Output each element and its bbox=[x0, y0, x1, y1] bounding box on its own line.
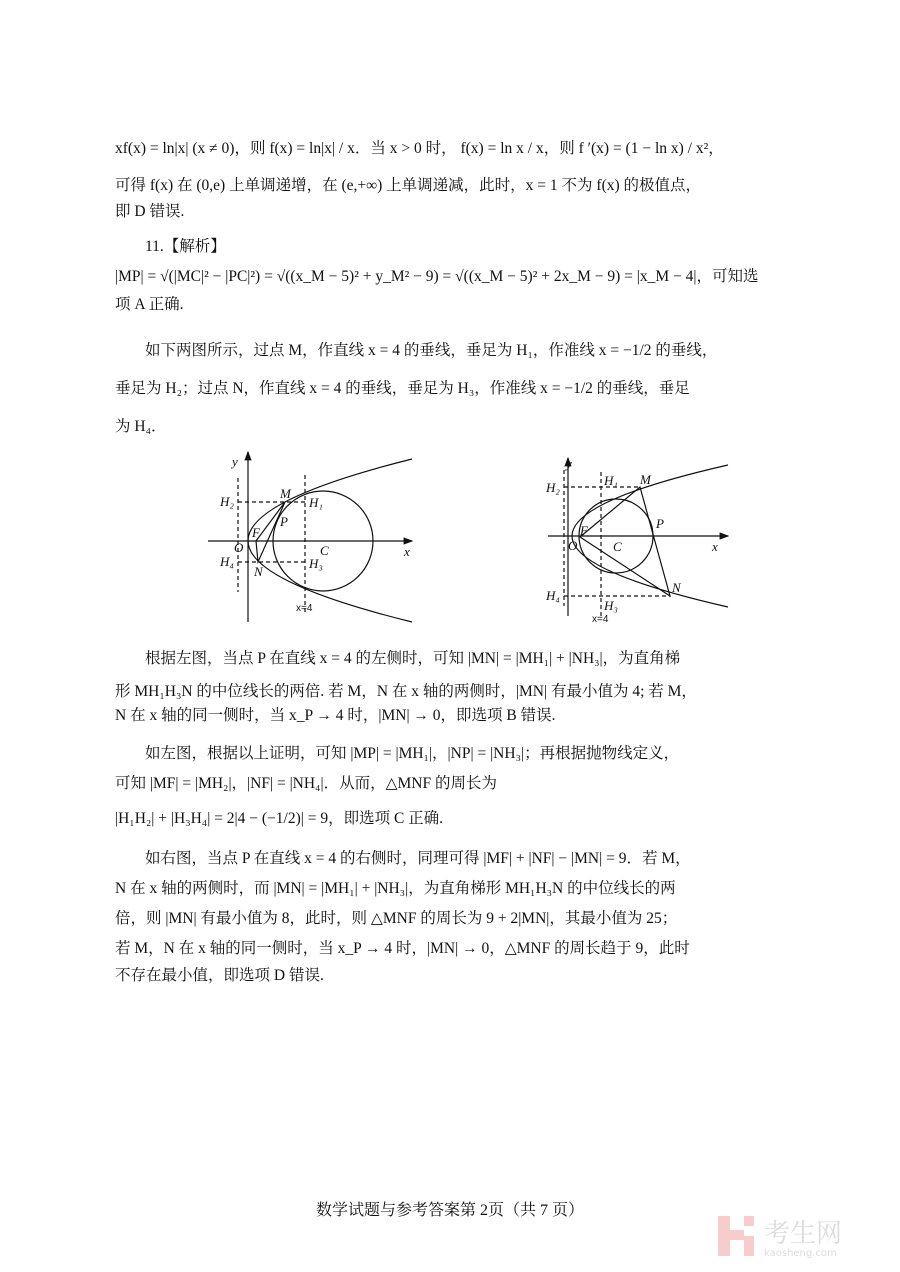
label-F: F bbox=[252, 525, 260, 540]
text-line: 若 M，N 在 x 轴的同一侧时，当 x_P → 4 时，|MN| → 0，△MNF 的周长趋于 9，此时 bbox=[115, 940, 690, 957]
text-line: 如下两图所示，过点 M，作直线 x = 4 的垂线，垂足为 H₁，作准线 x = −1/2 的垂线， bbox=[145, 342, 718, 359]
svg-text:考生网: 考生网 bbox=[764, 1219, 843, 1249]
text-line: 项 A 正确. bbox=[115, 296, 184, 313]
label-y: y bbox=[232, 454, 238, 469]
label-H3: H₃ bbox=[604, 598, 618, 613]
label-H1: H₁ bbox=[309, 495, 323, 510]
label-H2: H₂ bbox=[220, 494, 234, 509]
text-line: 垂足为 H₂；过点 N，作直线 x = 4 的垂线，垂足为 H₃，作准线 x = −1/2 的垂线，垂足 bbox=[115, 380, 690, 397]
text-line: xf(x) = ln|x| (x ≠ 0)，则 f(x) = ln|x| / x．当 x > 0 时， f(x) = ln x / x，则 f ′(x) = (1 − ln x) / x²， bbox=[115, 140, 724, 157]
label-x: x bbox=[404, 544, 410, 559]
text-line: 可知 |MF| = |MH₂|，|NF| = |NH₄|．从而，△MNF 的周长为 bbox=[115, 775, 497, 792]
text-line: 为 H₄． bbox=[115, 418, 167, 435]
right-figure bbox=[548, 458, 728, 616]
label-N: N bbox=[254, 564, 263, 579]
text-line: 可得 f(x) 在 (0,e) 上单调递增，在 (e,+∞) 上单调递减，此时，x = 1 不为 f(x) 的极值点， bbox=[115, 177, 702, 194]
text-line: 如右图，当点 P 在直线 x = 4 的右侧时，同理可得 |MF| + |NF| − |MN| = 9．若 M， bbox=[145, 850, 691, 867]
label-x4: x=4 bbox=[592, 614, 609, 625]
label-H3: H₃ bbox=[309, 556, 323, 571]
text-line: 倍，则 |MN| 有最小值为 8，此时，则 △MNF 的周长为 9 + 2|MN|，其最小值为 25； bbox=[115, 910, 678, 927]
page-footer: 数学试题与参考答案第 2页（共 7 页） bbox=[315, 1202, 584, 1219]
svg-text:kaosheng.com: kaosheng.com bbox=[764, 1248, 837, 1259]
label-N: N bbox=[672, 580, 681, 595]
text-line: |MP| = √(|MC|² − |PC|²) = √((x_M − 5)² + y_M² − 9) = √((x_M − 5)² + 2x_M − 9) = |x_M − 4|，可知选 bbox=[115, 268, 759, 285]
kaosheng-watermark-logo bbox=[716, 1212, 886, 1260]
text-line: 形 MH₁H₃N 的中位线长的两倍. 若 M，N 在 x 轴的两侧时，|MN| 有最小值为 4; 若 M， bbox=[115, 683, 697, 700]
label-M: M bbox=[280, 486, 291, 501]
text-line: N 在 x 轴的两侧时，而 |MN| = |MH₁| + |NH₃|，为直角梯形 MH₁H₃N 的中位线长的两 bbox=[115, 880, 676, 897]
text-line: 根据左图，当点 P 在直线 x = 4 的左侧时，可知 |MN| = |MH₁| + |NH₃|，为直角梯 bbox=[145, 650, 681, 667]
label-H1: H₁ bbox=[604, 473, 618, 488]
section-heading: 11.【解析】 bbox=[145, 238, 226, 255]
label-x: x bbox=[712, 539, 718, 554]
label-M: M bbox=[640, 472, 651, 487]
label-H4: H₄ bbox=[546, 588, 560, 603]
text-line: 即 D 错误. bbox=[115, 203, 185, 220]
label-F: F bbox=[580, 523, 588, 538]
label-O: O bbox=[234, 540, 244, 555]
text-line: N 在 x 轴的同一侧时，当 x_P → 4 时，|MN| → 0，即选项 B 错误. bbox=[115, 707, 556, 724]
left-figure bbox=[208, 452, 412, 622]
label-O: O bbox=[568, 538, 578, 553]
label-H2: H₂ bbox=[546, 480, 560, 495]
label-y: y bbox=[566, 456, 572, 471]
text-line: 如左图，根据以上证明，可知 |MP| = |MH₁|，|NP| = |NH₃|；再根据抛物线定义， bbox=[145, 745, 680, 762]
label-P: P bbox=[656, 516, 664, 531]
text-line: |H₁H₂| + |H₃H₄| = 2|4 − (−1/2)| = 9，即选项 C 正确. bbox=[115, 810, 444, 827]
label-C: C bbox=[613, 539, 622, 554]
label-P: P bbox=[280, 514, 288, 529]
label-H4: H₄ bbox=[220, 554, 234, 569]
label-x4: x=4 bbox=[296, 603, 313, 614]
label-C: C bbox=[320, 543, 329, 558]
text-line: 不存在最小值，即选项 D 错误. bbox=[115, 967, 324, 984]
